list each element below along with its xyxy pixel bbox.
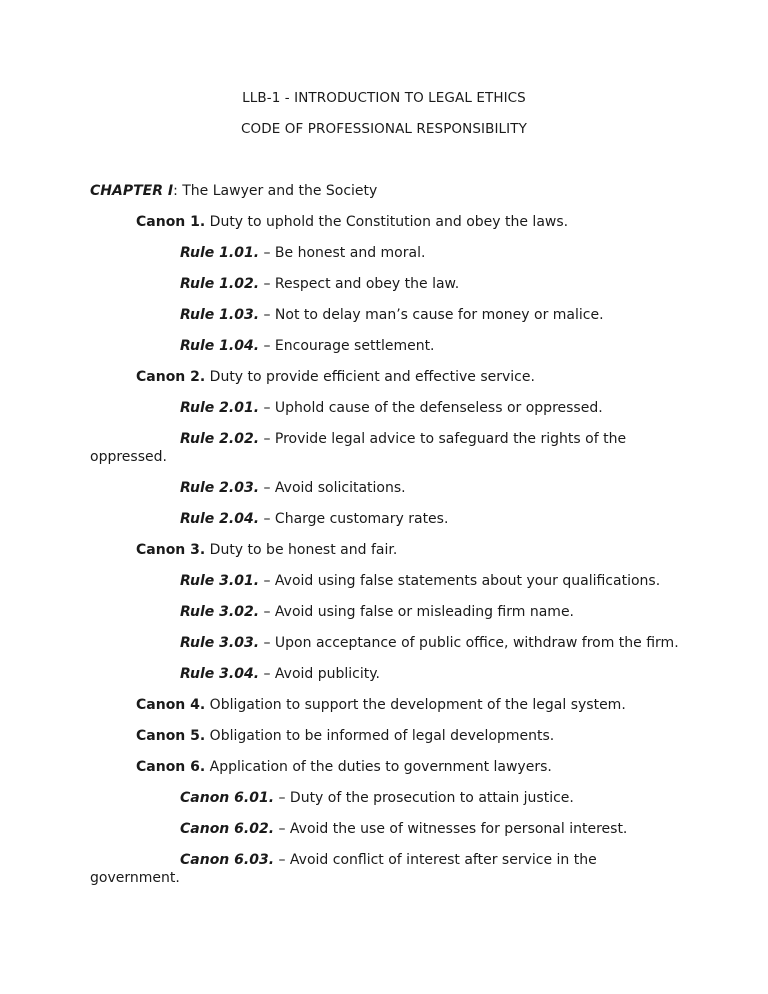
canon-text: Application of the duties to government lawyers. (205, 759, 552, 775)
rule-1-03 (180, 306, 604, 324)
canon-text: Obligation to support the development of the legal system. (205, 697, 626, 713)
rule-text: – Avoid using false statements about your qualifications. (259, 573, 661, 589)
rule-2-01 (180, 399, 603, 417)
rule-label: Canon 6.03. (180, 852, 275, 868)
canon-label: Canon 4. (136, 697, 206, 713)
rule-label: Rule 1.03. (180, 307, 260, 323)
chapter-title: The Lawyer and the Society (177, 183, 378, 199)
canon-6 (136, 758, 552, 776)
course-title: LLB-1 - INTRODUCTION TO LEGAL ETHICS (242, 90, 526, 106)
rule-text: – Avoid publicity. (259, 666, 380, 682)
canon-label: Canon 6. (136, 759, 206, 775)
canon-6-03 (180, 851, 597, 869)
rule-1-01 (180, 244, 425, 262)
rule-1-04 (180, 337, 435, 355)
chapter-label: CHAPTER I (90, 183, 174, 199)
canon-label: Canon 3. (136, 542, 206, 558)
rule-text: – Not to delay man’s cause for money or malice. (259, 307, 604, 323)
rule-1-02 (180, 275, 459, 293)
rule-3-01 (180, 572, 660, 590)
canon-text: Duty to uphold the Constitution and obey the laws. (205, 214, 569, 230)
rule-label: Rule 3.01. (180, 573, 260, 589)
canon-4 (136, 696, 626, 714)
rule-text: – Provide legal advice to safeguard the rights of the (259, 431, 627, 447)
rule-label: Canon 6.02. (180, 821, 275, 837)
rule-3-02 (180, 603, 574, 621)
chapter-separator: : (173, 183, 178, 199)
rule-label: Rule 1.02. (180, 276, 260, 292)
rule-text: – Uphold cause of the defenseless or oppressed. (259, 400, 603, 416)
canon-1 (136, 213, 568, 231)
rule-text: – Respect and obey the law. (259, 276, 460, 292)
rule-2-02 (180, 430, 626, 448)
rule-2-02-continuation: oppressed. (90, 449, 167, 465)
chapter-heading (90, 182, 377, 200)
canon-label: Canon 5. (136, 728, 206, 744)
rule-label: Rule 3.02. (180, 604, 260, 620)
rule-text: – Encourage settlement. (259, 338, 435, 354)
rule-text: – Avoid using false or misleading firm name. (259, 604, 575, 620)
rule-text: – Avoid the use of witnesses for personal interest. (274, 821, 628, 837)
canon-6-02 (180, 820, 627, 838)
rule-text: – Avoid conflict of interest after service in the (274, 852, 597, 868)
canon-label: Canon 2. (136, 369, 206, 385)
rule-label: Rule 2.03. (180, 480, 260, 496)
code-title: CODE OF PROFESSIONAL RESPONSIBILITY (241, 121, 527, 137)
rule-label: Rule 1.01. (180, 245, 260, 261)
canon-label: Canon 1. (136, 214, 206, 230)
rule-text: – Charge customary rates. (259, 511, 449, 527)
rule-label: Rule 2.01. (180, 400, 260, 416)
rule-label: Rule 2.02. (180, 431, 260, 447)
rule-label: Rule 1.04. (180, 338, 260, 354)
canon-6-01 (180, 789, 574, 807)
rule-text: – Avoid solicitations. (259, 480, 406, 496)
rule-label: Rule 3.04. (180, 666, 260, 682)
rule-2-03 (180, 479, 406, 497)
rule-label: Canon 6.01. (180, 790, 275, 806)
canon-6-03-continuation: government. (90, 870, 180, 886)
rule-3-04 (180, 665, 380, 683)
canon-5 (136, 727, 554, 745)
canon-text: Obligation to be informed of legal developments. (205, 728, 555, 744)
rule-label: Rule 2.04. (180, 511, 260, 527)
canon-3 (136, 541, 397, 559)
rule-2-04 (180, 510, 448, 528)
rule-text: – Duty of the prosecution to attain justice. (274, 790, 574, 806)
rule-label: Rule 3.03. (180, 635, 260, 651)
canon-text: Duty to provide efficient and effective service. (205, 369, 535, 385)
canon-2 (136, 368, 535, 386)
canon-text: Duty to be honest and fair. (205, 542, 398, 558)
rule-3-03 (180, 634, 679, 652)
rule-text: – Be honest and moral. (259, 245, 426, 261)
rule-text: – Upon acceptance of public office, withdraw from the firm. (259, 635, 679, 651)
